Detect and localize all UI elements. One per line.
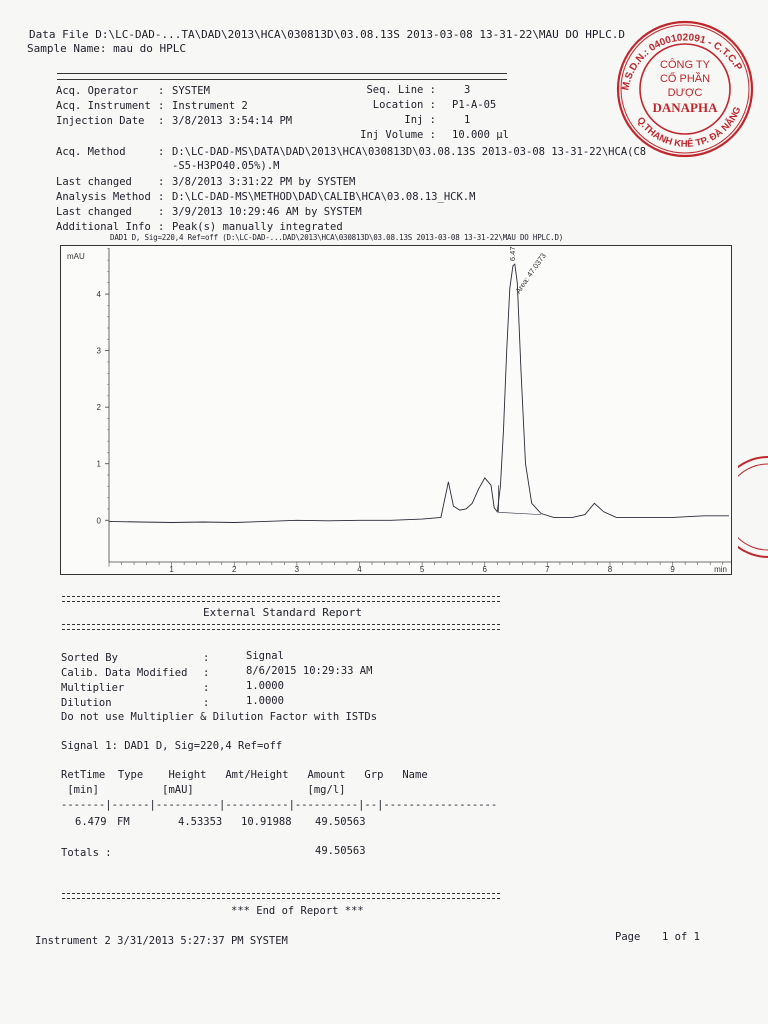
injection-date-row: Injection Date : 3/8/2013 3:54:14 PM	[56, 115, 293, 127]
sorted-by-label: Sorted By	[61, 652, 118, 664]
acq-method-cont: -S5-H3PO40.05%).M	[172, 160, 280, 172]
seq-line-value: 3	[464, 84, 471, 96]
company-stamp	[610, 14, 760, 164]
totals-value: 49.50563	[315, 845, 366, 857]
chromatogram-chart	[60, 245, 732, 575]
sorted-by-value: Signal	[246, 650, 284, 662]
x-tick-label: 9	[670, 565, 675, 574]
acq-operator-value: SYSTEM	[172, 85, 210, 97]
injection-date-value: 3/8/2013 3:54:14 PM	[172, 115, 293, 127]
dilution-value: 1.0000	[246, 695, 284, 707]
separator	[62, 624, 500, 630]
signal-line: Signal 1: DAD1 D, Sig=220,4 Ref=off	[61, 740, 283, 752]
additional-info-row: Additional Info : Peak(s) manually integrated	[56, 221, 343, 233]
inj-label: Inj :	[404, 114, 436, 126]
acq-method-label: Acq. Method	[56, 146, 126, 158]
multiplier-value: 1.0000	[246, 680, 284, 692]
inj-volume-label: Inj Volume :	[360, 129, 436, 141]
analysis-method-value: D:\LC-DAD-MS\METHOD\DAD\CALIB\HCA\03.08.13_HCK.M	[172, 191, 476, 203]
table-divider: -------|------|----------|----------|----------|--|------------------	[61, 799, 498, 811]
colon: :	[203, 697, 210, 709]
x-tick-label: 8	[607, 565, 613, 574]
colon: :	[203, 652, 210, 664]
injection-date-label: Injection Date	[56, 115, 145, 127]
last-changed-row-1: Last changed : 3/8/2013 3:31:22 PM by SYSTEM	[56, 176, 356, 188]
inj-value: 1	[464, 114, 471, 126]
end-of-report: *** End of Report ***	[231, 905, 364, 917]
peak-rettime-label: 6.479	[507, 246, 517, 262]
table-header-row-1: RetTime Type Height Amt/Height Amount Grp Name	[61, 769, 428, 781]
istd-note: Do not use Multiplier & Dilution Factor with ISTDs	[61, 711, 378, 723]
y-tick-label: 1	[96, 459, 101, 469]
separator	[57, 73, 507, 80]
last-changed-label: Last changed	[56, 176, 132, 188]
peak-area-label: Area: 47.0373	[513, 251, 548, 296]
x-tick-label: 3	[294, 565, 300, 574]
footer-instrument: Instrument 2 3/31/2013 5:27:37 PM SYSTEM	[35, 935, 288, 947]
cell-amt-height: 10.91988	[241, 816, 292, 828]
x-tick-label: 2	[232, 565, 237, 574]
chart-title: DAD1 D, Sig=220,4 Ref=off (D:\LC-DAD-...DAD\2013\HCA\030813D\03.08.13S 2013-03-08 13-31-22\MAU DO HPLC.D)	[110, 233, 564, 242]
cell-amount: 49.50563	[315, 816, 366, 828]
y-tick-label: 0	[96, 516, 101, 526]
stamp-line-2: CỔ PHẦN	[659, 73, 711, 85]
colon: :	[203, 682, 210, 694]
cell-rettime: 6.479	[75, 816, 107, 828]
acq-instrument-row: Acq. Instrument : Instrument 2	[56, 100, 248, 112]
cell-height: 4.53353	[178, 816, 223, 828]
stamp-line-1: CÔNG TY	[660, 59, 710, 71]
analysis-method-label: Analysis Method	[56, 191, 151, 203]
chromatogram-trace	[109, 264, 729, 522]
stamp-line-3: DƯỢC	[667, 87, 703, 99]
multiplier-label: Multiplier	[61, 682, 125, 694]
stamp-line-4: DANAPHA	[652, 100, 718, 115]
acq-method-row: Acq. Method : D:\LC-DAD-MS\DATA\DAD\2013\HCA\030813D\03.08.13S 2013-03-08 13-31-22\HCA(C8	[56, 146, 647, 158]
last-changed-row-2: Last changed : 3/9/2013 10:29:46 AM by SYSTEM	[56, 206, 362, 218]
chromatogram-svg	[61, 246, 731, 574]
location-value: P1-A-05	[452, 99, 497, 111]
footer-page-label: Page	[615, 931, 641, 943]
acq-operator-label: Acq. Operator	[56, 85, 139, 97]
separator	[62, 893, 500, 899]
integration-baseline	[499, 512, 542, 514]
data-file-line: Data File D:\LC-DAD-...TA\DAD\2013\HCA\030813D\03.08.13S 2013-03-08 13-31-22\MAU DO HPLC.D	[29, 28, 626, 41]
x-tick-label: 7	[545, 565, 550, 574]
additional-info-value: Peak(s) manually integrated	[172, 221, 343, 233]
partial-stamp-edge	[738, 455, 768, 560]
y-tick-label: 2	[96, 403, 101, 413]
last-changed-value: 3/9/2013 10:29:46 AM by SYSTEM	[172, 206, 362, 218]
totals-label: Totals :	[61, 847, 112, 859]
y-tick-label: 3	[96, 346, 101, 356]
analysis-method-row: Analysis Method : D:\LC-DAD-MS\METHOD\DAD\CALIB\HCA\03.08.13_HCK.M	[56, 191, 476, 203]
sample-name-line: Sample Name: mau do HPLC	[27, 42, 186, 55]
stamp-bottom-arc-text: Q.THANH KHÊ TP. ĐÀ NẴNG	[634, 105, 744, 150]
acq-operator-row: Acq. Operator : SYSTEM	[56, 85, 210, 97]
location-label: Location :	[372, 99, 436, 111]
colon: :	[203, 667, 210, 679]
y-tick-label: 4	[96, 290, 101, 300]
cell-type: FM	[117, 816, 130, 828]
y-axis-label: mAU	[67, 252, 85, 261]
acq-instrument-label: Acq. Instrument	[56, 100, 151, 112]
additional-info-label: Additional Info	[56, 221, 151, 233]
report-title: External Standard Report	[203, 606, 362, 619]
acq-instrument-value: Instrument 2	[172, 100, 248, 112]
dilution-label: Dilution	[61, 697, 112, 709]
last-changed-label: Last changed	[56, 206, 132, 218]
inj-volume-value: 10.000 µl	[452, 129, 509, 141]
x-tick-label: 4	[357, 565, 362, 574]
seq-line-label: Seq. Line :	[366, 84, 436, 96]
table-header-row-2: [min] [mAU] [mg/l]	[61, 784, 346, 796]
x-tick-label: 5	[419, 565, 425, 574]
x-tick-label: 1	[169, 565, 174, 574]
calib-modified-value: 8/6/2015 10:29:33 AM	[246, 665, 373, 677]
acq-method-value: D:\LC-DAD-MS\DATA\DAD\2013\HCA\030813D\03.08.13S 2013-03-08 13-31-22\HCA(C8	[172, 146, 647, 158]
last-changed-value: 3/8/2013 3:31:22 PM by SYSTEM	[172, 176, 356, 188]
stamp-top-arc-text: M.S.D.N.: 0400102091 - C.T.C.P	[620, 32, 744, 92]
x-axis-label: min	[714, 565, 727, 574]
calib-modified-label: Calib. Data Modified	[61, 667, 188, 679]
separator	[62, 596, 500, 602]
x-tick-label: 6	[482, 565, 487, 574]
footer-page-number: 1 of 1	[662, 931, 700, 943]
